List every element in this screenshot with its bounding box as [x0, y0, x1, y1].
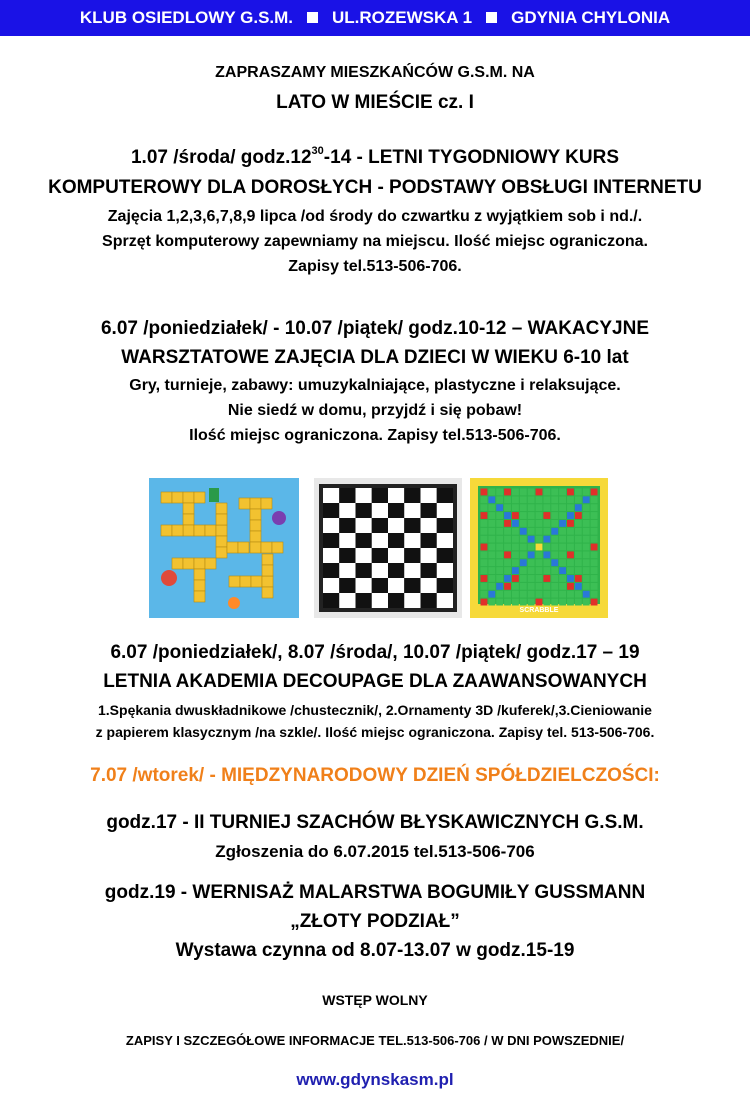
intro-title: LATO W MIEŚCIE cz. I: [276, 92, 474, 113]
square-bullet-icon: [307, 12, 318, 23]
event2-title: 6.07 /poniedziałek/ - 10.07 /piątek/ godz.10-12 – WAKACYJNE: [100, 318, 650, 339]
event3-desc: 1.Spękania dwuskładnikowe /chustecznik/, 2.Ornamenty 3D /kuferek/,3.Cieniowanie: [98, 702, 652, 718]
event1-desc: Zajęcia 1,2,3,6,7,8,9 lipca /od środy do czwartku z wyjątkiem sob i nd./.: [107, 208, 643, 225]
event1-title-rest: -14 - LETNI TYGODNIOWY KURS: [323, 147, 620, 168]
event1-title-sup: 30: [311, 145, 324, 157]
header-street: UL.ROZEWSKA 1: [332, 8, 473, 27]
event3-title-line2: LETNIA AKADEMIA DECOUPAGE DLA ZAAWANSOWANYCH: [103, 671, 647, 692]
event4-headline: 7.07 /wtorek/ - MIĘDZYNARODOWY DZIEŃ SPÓŁDZIELCZOŚCI:: [90, 765, 660, 786]
website-link[interactable]: www.gdynskasm.pl: [296, 1070, 454, 1089]
event4-art-dates: Wystawa czynna od 8.07-13.07 w godz.15-19: [175, 940, 575, 961]
free-entry: WSTĘP WOLNY: [322, 992, 428, 1008]
event4-art-title: godz.19 - WERNISAŻ MALARSTWA BOGUMIŁY GUSSMANN: [104, 882, 646, 903]
event1-desc: Sprzęt komputerowy zapewniamy na miejscu. Ilość miejsc ograniczona.: [102, 233, 648, 250]
header-bar: [0, 0, 750, 36]
intro-line: ZAPRASZAMY MIESZKAŃCÓW G.S.M. NA: [215, 64, 535, 81]
square-bullet-icon: [486, 12, 497, 23]
event2-title-line2: WARSZTATOWE ZAJĘCIA DLA DZIECI W WIEKU 6-10 lat: [121, 347, 629, 368]
crossword-image: [149, 478, 299, 623]
event1-desc: Zapisy tel.513-506-706.: [288, 258, 462, 275]
event4-chess-title: godz.17 - II TURNIEJ SZACHÓW BŁYSKAWICZNYCH G.S.M.: [106, 812, 644, 833]
scrabble-logo: SCRABBLE: [519, 607, 559, 614]
event4-art-name: „ZŁOTY PODZIAŁ”: [290, 911, 460, 932]
chessboard-image: [314, 478, 462, 623]
footer-info: ZAPISY I SZCZEGÓŁOWE INFORMACJE TEL.513-506-706 / W DNI POWSZEDNIE/: [125, 1033, 625, 1048]
scrabble-image: [470, 478, 608, 623]
header-city: GDYNIA CHYLONIA: [511, 8, 671, 27]
event2-desc: Ilość miejsc ograniczona. Zapisy tel.513-506-706.: [189, 427, 561, 444]
header-club: KLUB OSIEDLOWY G.S.M.: [79, 8, 294, 27]
event1-title-line2: KOMPUTEROWY DLA DOROSŁYCH - PODSTAWY OBSŁUGI INTERNETU: [48, 177, 702, 198]
event1-title: [0, 147, 750, 169]
event1-title-date: 1.07 /środa/ godz.12: [130, 147, 312, 168]
event4-chess-desc: Zgłoszenia do 6.07.2015 tel.513-506-706: [215, 842, 535, 861]
event2-desc: Gry, turnieje, zabawy: umuzykalniające, plastyczne i relaksujące.: [129, 377, 621, 394]
event3-title: 6.07 /poniedziałek/, 8.07 /środa/, 10.07 /piątek/ godz.17 – 19: [110, 642, 640, 663]
event3-desc: z papierem klasycznym /na szkle/. Ilość miejsc ograniczona. Zapisy tel. 513-506-706.: [95, 724, 655, 740]
event2-desc: Nie siedź w domu, przyjdź i się pobaw!: [227, 402, 523, 419]
